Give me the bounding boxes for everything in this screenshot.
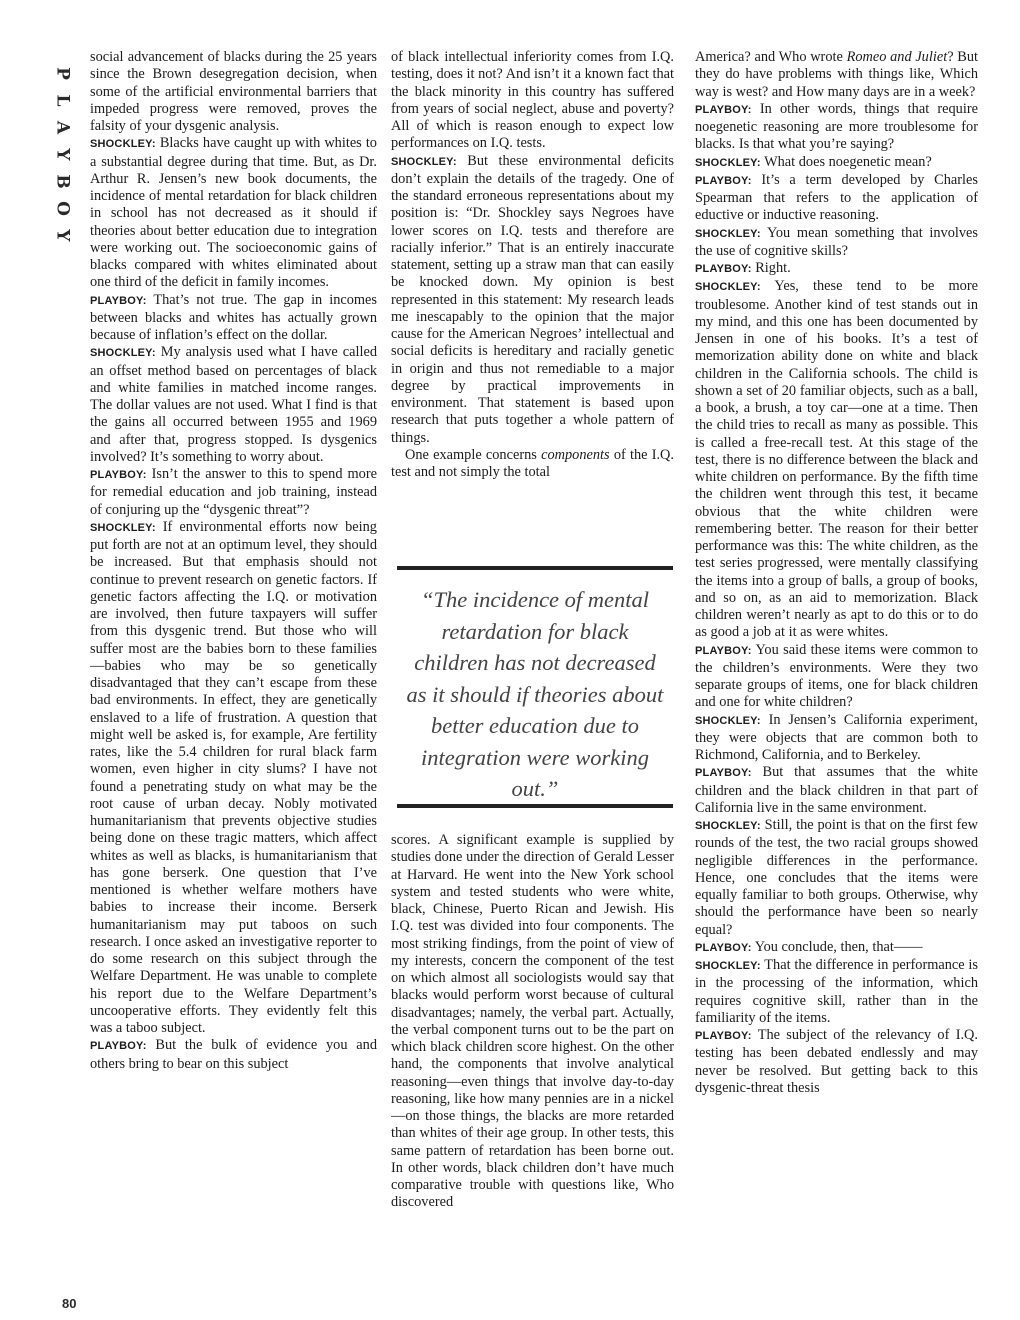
- paragraph: One example concerns components of the I.Q. test and not simply the total: [391, 446, 674, 480]
- paragraph: America? and Who wrote Romeo and Juliet? But they do have problems with things like, Which way is west? and How many days are in a week?: [695, 49, 978, 100]
- paragraph: SHOCKLEY: That the difference in performance is in the processing of the information, which requires cognitive skill, rather than in the familiarity of the items.: [695, 957, 978, 1026]
- speaker-label: SHOCKLEY:: [695, 156, 761, 169]
- page-number: 80: [62, 1296, 77, 1311]
- paragraph: scores. A significant example is supplied by studies done under the direction of Gerald Lesser at Harvard. He went into the New York school system and tested students who were white, black, Chinese, Puerto Rican and Jewish. His I.Q. test was divided into four components. The most striking findings, from the point of view of my interests, concern the component of the test on which almost all sociologists would say that blacks would perform worst because of cultural disadvantages; namely, the verbal part. Actually, the verbal component turns out to be the part on which black children score highest. On the other hand, the components that involve analytical reasoning—even things that involve day-to-day reasoning, like how many pennies are in a nickel—on those things, the blacks are more retarded than whites of their age group. In other tests, this same pattern of retardation has been borne out. In other words, black children don’t have much comparative trouble with questions like, Who discovered: [391, 832, 674, 1211]
- paragraph: of black intellectual inferiority comes from I.Q. testing, does it not? And isn’t it a known fact that the black minority in this country has suffered from years of social neglect, abuse and poverty? All of which is reason enough to expect low performances on I.Q. tests.: [391, 49, 674, 152]
- speaker-label: PLAYBOY:: [90, 1040, 147, 1053]
- pull-quote-bottom-rule: [397, 804, 673, 808]
- paragraph: PLAYBOY: The subject of the relevancy of I.Q. testing has been debated endlessly and may never be resolved. But getting back to this dysgenic-threat thesis: [695, 1027, 978, 1096]
- text-column-2-top: [391, 49, 674, 549]
- sidebar-letter: O: [52, 201, 73, 216]
- speaker-label: PLAYBOY:: [695, 941, 752, 954]
- paragraph: PLAYBOY: It’s a term developed by Charles Spearman that refers to the application of eductive or inductive reasoning.: [695, 171, 978, 224]
- text-column-2-bottom: [391, 832, 674, 1302]
- speaker-label: PLAYBOY:: [695, 174, 752, 187]
- speaker-label: SHOCKLEY:: [695, 820, 761, 832]
- paragraph: SHOCKLEY: My analysis used what I have called an offset method based on percentages of black and white families in matched income ranges. The dollar values are not used. What I find is that the gains all occurred between 1955 and 1969 and after that, progress stopped. Is dysgenics involved? It’s something to worry about.: [90, 344, 377, 465]
- speaker-label: PLAYBOY:: [695, 767, 752, 780]
- paragraph: PLAYBOY: You said these items were common to the children’s environments. Were they two separate groups of items, one for black children and one for white children?: [695, 641, 978, 711]
- paragraph: PLAYBOY: Isn’t the answer to this to spend more for remedial education and job training, instead of conjuring up the “dysgenic threat”?: [90, 466, 377, 518]
- text-column-3: [695, 49, 978, 1311]
- paragraph: PLAYBOY: But the bulk of evidence you and others bring to bear on this subject: [90, 1037, 377, 1072]
- paragraph: SHOCKLEY: What does noegenetic mean?: [695, 153, 932, 170]
- paragraph: PLAYBOY: But that assumes that the white children and the black children in that part of California live in the same environment.: [695, 764, 978, 816]
- speaker-label: SHOCKLEY:: [391, 155, 457, 168]
- speaker-label: PLAYBOY:: [695, 103, 752, 116]
- sidebar-letter: P: [52, 67, 73, 80]
- sidebar-letter: A: [52, 120, 73, 135]
- sidebar-letter: B: [52, 174, 73, 189]
- speaker-label: SHOCKLEY:: [90, 521, 156, 534]
- speaker-label: SHOCKLEY:: [695, 227, 761, 240]
- paragraph: SHOCKLEY: Blacks have caught up with whites to a substantial degree during that time. But, as Dr. Arthur R. Jensen’s new book documents, the incidence of mental retardation for black children in school has not decreased as it should if theories about better education due to integration were working out. The socioeconomic gains of blacks compared with whites eliminated about one third of the deficit in family incomes.: [90, 135, 377, 291]
- pull-quote-text: “The incidence of mental retardation for black children has not decreased as it should if theories about better education due to integration were working out.”: [406, 587, 664, 801]
- speaker-label: PLAYBOY:: [90, 294, 147, 307]
- text-column-1: [90, 49, 377, 1311]
- speaker-label: PLAYBOY:: [695, 263, 752, 275]
- speaker-label: SHOCKLEY:: [695, 281, 761, 294]
- paragraph: social advancement of blacks during the 25 years since the Brown desegregation decision, when some of the artificial environmental barriers that impeded progress were removed, proves the falsity of your dysgenic analysis.: [90, 49, 377, 134]
- paragraph: SHOCKLEY: But these environmental deficits don’t explain the details of the tragedy. One of the standard erroneous representations about my position is: “Dr. Shockley says Negroes have lower scores on I.Q. tests and therefore are racially inferior.” That is an entirely inaccurate statement, setting up a straw man that can easily be knocked down. My opinion is best represented in this statement: My research leads me inescapably to the opinion that the major cause for the American Negroes’ intellectual and social deficits is hereditary and racially genetic in origin and thus not remediable to a major degree by practical improvements in environment. That statement is based upon research that puts together a whole pattern of things.: [391, 152, 674, 446]
- sidebar-letter: Y: [52, 229, 73, 242]
- speaker-label: PLAYBOY:: [695, 1030, 752, 1042]
- sidebar-letter: Y: [52, 148, 73, 161]
- speaker-label: SHOCKLEY:: [90, 347, 156, 360]
- paragraph: SHOCKLEY: You mean something that involves the use of cognitive skills?: [695, 224, 978, 259]
- paragraph: PLAYBOY: Right.: [695, 260, 791, 276]
- paragraph: SHOCKLEY: Still, the point is that on the first few rounds of the test, the two racial groups showed negligible differences in the performance. Hence, one concludes that the items were equally familiar to both groups. Otherwise, why should the performance have been so nearly equal?: [695, 817, 978, 938]
- paragraph: SHOCKLEY: If environmental efforts now being put forth are not at an optimum level, they should be increased. But that emphasis should not continue to prevent research on genetic factors. If genetic factors affecting the I.Q. or motivation are involved, then future taxpayers will suffer from this dysgenic trend. But those who will suffer most are the babies born to these families—babies who may be so genetically disadvantaged that they can’t escape from these bad environments. In effect, they are genetically enslaved to a life of frustration. A question that might well be asked is, for example, Are fertility rates, like the 5.4 children for rural black farm women, even higher in city slums? I have not found a penetrating study on what may be the root cause of urban decay. Nobly motivated humanitarianism that prevents objective studies being done on these tragic matters, which affect whites as well as blacks, is humanitarianism that has gone berserk. One question that I’ve mentioned is whether welfare mothers have babies to increase their income. Berserk humanitarianism may put taboos on such research. I once asked an investigative reporter to do some research on this subject through the Welfare Department. He was unable to complete his report due to the Welfare Department’s uncooperative efforts. They evidently felt this was a taboo subject.: [90, 518, 377, 1036]
- paragraph: SHOCKLEY: Yes, these tend to be more troublesome. Another kind of test stands out in my mind, and this one has been documented by Jensen in one of his books. It’s a test of memorization ability done on white and black children in the California schools. The child is shown a set of 20 familiar objects, such as a ball, a book, a brush, a toy car—one at a time. Then the child tries to recall as many as possible. This is called a free-recall test. At this stage of the test, there is no difference between the black and white children on performance. By the fifth time the children went through this test, it became obvious that the white children were remembering better. The reason for their better performance was this: The white children, as the test series progressed, were mentally classifying the items into a group of balls, a group of books, and so on, as an aid to memorization. Black children weren’t nearly as apt to do this or to do as good a job at it as were whites.: [695, 278, 978, 641]
- sidebar-letter: L: [52, 94, 73, 107]
- paragraph: PLAYBOY: You conclude, then, that——: [695, 938, 923, 955]
- magazine-sidebar-title: [48, 60, 76, 249]
- paragraph: SHOCKLEY: In Jensen’s California experiment, they were objects that are common both to Richmond, California, and to Berkeley.: [695, 711, 978, 763]
- paragraph: PLAYBOY: That’s not true. The gap in incomes between blacks and whites has actually grown because of inflation’s effect on the dollar.: [90, 291, 377, 343]
- pull-quote: [397, 566, 673, 808]
- speaker-label: SHOCKLEY:: [695, 714, 761, 727]
- speaker-label: PLAYBOY:: [90, 469, 147, 481]
- speaker-label: SHOCKLEY:: [90, 138, 156, 151]
- speaker-label: PLAYBOY:: [695, 644, 752, 657]
- paragraph: PLAYBOY: In other words, things that require noegenetic reasoning are more troublesome for blacks. Is that what you’re saying?: [695, 100, 978, 153]
- speaker-label: SHOCKLEY:: [695, 960, 761, 972]
